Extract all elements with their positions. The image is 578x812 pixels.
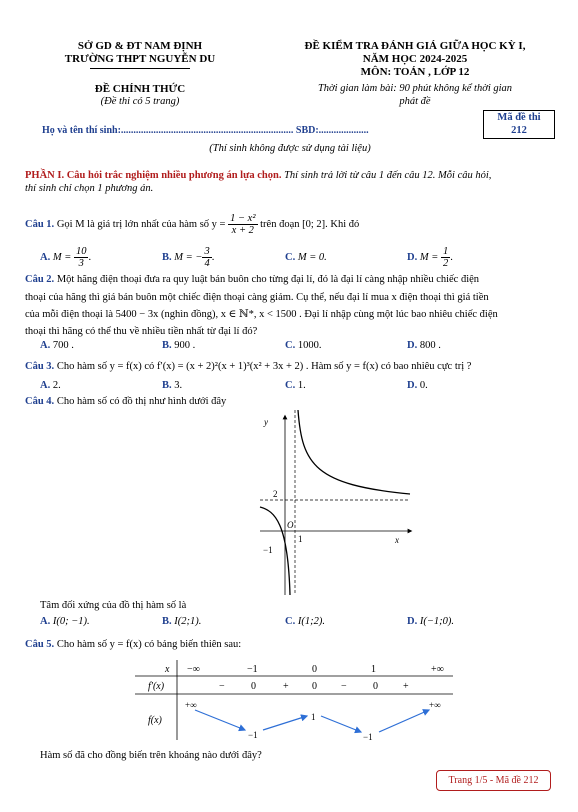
q3-a-text: 2. (52, 380, 61, 391)
q2-line-4: thoại thì hãng có thể thu về nhiều tiền nhất từ đại lí đó? (25, 326, 258, 337)
exam-code-label: Mã đề thi (497, 112, 541, 123)
q4-question: Tâm đối xứng của đồ thị hàm số là (40, 600, 187, 611)
q4-text: Cho hàm số có đồ thị như hình dưới đây (56, 396, 227, 407)
row-f-label: f(x) (148, 715, 162, 726)
q3-b-label: B. (162, 380, 172, 391)
q2-text-1: Một hãng điện thoại đưa ra quy luật bán buôn cho từng đại lí, đó là đại lí càng nhập nhiều chiếc điện (56, 274, 480, 285)
q2-a-text: 700 . (52, 340, 74, 351)
arrow-up-2 (379, 710, 429, 732)
q2-b-text: 900 . (174, 340, 196, 351)
exam-code: 212 (511, 125, 527, 136)
graph-label-1: 1 (298, 534, 303, 544)
q3-line (25, 359, 555, 375)
graph-label-2: 2 (273, 489, 278, 499)
q2-b-label: B. (162, 340, 172, 351)
q4-graph (250, 405, 420, 600)
sign-0: − (219, 681, 225, 692)
q4-a-label: A. (40, 616, 51, 627)
question-1 (25, 212, 555, 238)
f-val-3: −1 (363, 732, 373, 742)
sign-5: 0 (373, 681, 378, 692)
q3-b-text: 3. (174, 380, 183, 391)
q2-option-b[interactable] (162, 340, 195, 351)
q1-text-b: trên đoạn [0; 2]. Khi đó (260, 219, 360, 230)
q2-c-label: C. (285, 340, 296, 351)
no-documents-note: (Thí sinh không được sử dụng tài liệu) (209, 143, 371, 154)
q3-option-b[interactable] (162, 380, 182, 391)
q1-a-text: M = (52, 251, 72, 263)
pages-note: (Đề thi có 5 trang) (100, 96, 180, 107)
q4-option-b[interactable] (162, 616, 201, 627)
q2-a-label: A. (40, 340, 51, 351)
subject-line: MÔN: TOÁN , LỚP 12 (360, 66, 470, 78)
q2-c-text: 1000. (297, 340, 322, 351)
sign-2: + (283, 681, 289, 692)
q2-option-a[interactable] (40, 340, 74, 351)
q4-label: Câu 4. (25, 396, 55, 407)
q1-a-den: 3 (78, 258, 84, 269)
x-val-3: 1 (371, 664, 376, 675)
q1-d-num: 1 (442, 246, 449, 257)
exam-code-box (483, 110, 555, 139)
graph-x-label: x (395, 535, 399, 545)
q1-a-label: A. (40, 251, 51, 263)
x-val-2: 0 (312, 664, 317, 675)
x-val-1: −1 (247, 664, 258, 675)
q1-b-num: 3 (204, 246, 210, 257)
x-val-0: −∞ (187, 664, 200, 675)
q1-option-a[interactable]: A. M = $\frac{10}{3}$ . (40, 246, 92, 269)
q3-c-label: C. (285, 380, 296, 391)
f-val-4: +∞ (429, 700, 441, 710)
q1-c-label: C. (285, 252, 296, 263)
f-val-1: −1 (248, 730, 258, 740)
q1-option-c[interactable] (285, 252, 327, 263)
q3-option-c[interactable] (285, 380, 306, 391)
sign-6: + (403, 681, 409, 692)
q1-b-text: M = − (174, 251, 203, 263)
q3-c-text: 1. (297, 380, 306, 391)
q4-a-text: I(0; −1). (52, 616, 90, 627)
q1-fraction (228, 213, 257, 236)
q4-c-text: I(1;2). (297, 616, 325, 627)
candidate-name-line: Họ và tên thí sinh:..................................................................... SBD:.................... (42, 125, 369, 136)
q3-d-text: 0. (419, 380, 428, 391)
graph-y-label: y (264, 417, 268, 427)
q5-text: Cho hàm số y = f(x) có bảng biến thiên sau: (56, 639, 242, 650)
q2-line-2: thoại của hãng thì giá bán buôn một chiếc điện thoại càng giảm. Cụ thể, nếu đại lí mua x điện thoại thì giá tiền (25, 292, 489, 303)
q1-b-den: 4 (204, 258, 210, 269)
q3-label: Câu 3. (25, 361, 55, 372)
graph-label-minus-1: −1 (263, 545, 273, 555)
graph-origin-label: O (287, 520, 294, 530)
q1-option-b[interactable]: B. M = − $\frac{3}{4}$ . (162, 246, 215, 269)
q2-d-text: 800 . (419, 340, 441, 351)
q2-d-label: D. (407, 340, 418, 351)
arrow-up-1 (263, 716, 307, 730)
q3-d-label: D. (407, 380, 418, 391)
q2-option-d[interactable] (407, 340, 441, 351)
q2-option-c[interactable] (285, 340, 321, 351)
official-label: ĐỀ CHÍNH THỨC (94, 83, 186, 95)
q1-a-num: 10 (75, 246, 87, 257)
q1-b-label: B. (162, 251, 172, 263)
q1-d-den: 2 (442, 258, 449, 269)
curve-right-branch (298, 410, 410, 494)
q1-text-a: Gọi M là giá trị lớn nhất của hàm số y = (56, 219, 226, 230)
q3-a-label: A. (40, 380, 51, 391)
school-underline (90, 68, 190, 69)
q1-d-text: M = (419, 251, 439, 263)
q1-frac-den: x + 2 (231, 225, 254, 237)
q3-option-a[interactable] (40, 380, 61, 391)
q4-c-label: C. (285, 616, 296, 627)
part1-instruction-2: thí sinh chỉ chọn 1 phương án. (25, 183, 154, 194)
q4-option-d[interactable] (407, 616, 454, 627)
row-fprime-label: f′(x) (148, 681, 165, 692)
time-line-1: Thời gian làm bài: 90 phút không kể thời gian (317, 83, 513, 94)
q1-d-label: D. (407, 251, 418, 263)
exam-title: ĐỀ KIỂM TRA ĐÁNH GIÁ GIỮA HỌC KỲ I, (304, 40, 526, 52)
q4-option-c[interactable] (285, 616, 325, 627)
q2-line-1 (25, 272, 555, 288)
q1-option-d[interactable]: D. M = $\frac{1}{2}$ . (407, 246, 453, 269)
row-x-label: x (165, 664, 170, 675)
arrow-down-1 (195, 710, 245, 730)
q3-text: Cho hàm số y = f(x) có f′(x) = (x + 2)²(x + 1)³(x² + 3x + 2) . Hàm số y = f(x) có bao nhiêu cực trị ? (56, 361, 472, 372)
q1-frac-num: 1 − x² (230, 213, 256, 225)
school-year: NĂM HỌC 2024-2025 (362, 53, 468, 65)
q5-line (25, 637, 555, 653)
dept-name: SỞ GD & ĐT NAM ĐỊNH (77, 40, 203, 52)
f-val-2: 1 (311, 712, 316, 722)
x-val-4: +∞ (431, 664, 444, 675)
school-name: TRƯỜNG THPT NGUYỄN DU (64, 53, 216, 65)
q4-d-label: D. (407, 616, 418, 627)
time-line-2: phát đề (399, 96, 431, 107)
sign-3: 0 (312, 681, 317, 692)
arrow-down-2 (321, 716, 361, 732)
q5-question: Hàm số đã cho đồng biến trên khoảng nào dưới đây? (40, 750, 262, 761)
sign-4: − (341, 681, 347, 692)
f-val-0: +∞ (185, 700, 197, 710)
q4-option-a[interactable] (40, 616, 90, 627)
q1-c-text: M = 0. (297, 252, 327, 263)
sign-1: 0 (251, 681, 256, 692)
q4-b-text: I(2;1). (174, 616, 202, 627)
q2-label: Câu 2. (25, 274, 55, 285)
q3-option-d[interactable] (407, 380, 428, 391)
q4-b-label: B. (162, 616, 172, 627)
q4-d-text: I(−1;0). (419, 616, 455, 627)
q1-label: Câu 1. (25, 219, 55, 230)
page-footer: Trang 1/5 - Mã đề 212 (436, 770, 551, 791)
q5-label: Câu 5. (25, 639, 55, 650)
part1-instruction-1: Thí sinh trả lời từ câu 1 đến câu 12. Mỗi câu hỏi, (284, 170, 492, 181)
part1-title: PHẦN I. Câu hỏi trắc nghiệm nhiều phương án lựa chọn. (25, 170, 282, 181)
q2-line-3: của mỗi điện thoại là 5400 − 3x (nghìn đồng), x ∈ ℕ*, x < 1500 . Đại lí nhập cùng một lúc bao nhiêu chiếc điện (25, 309, 498, 320)
q5-variation-table (135, 658, 455, 742)
